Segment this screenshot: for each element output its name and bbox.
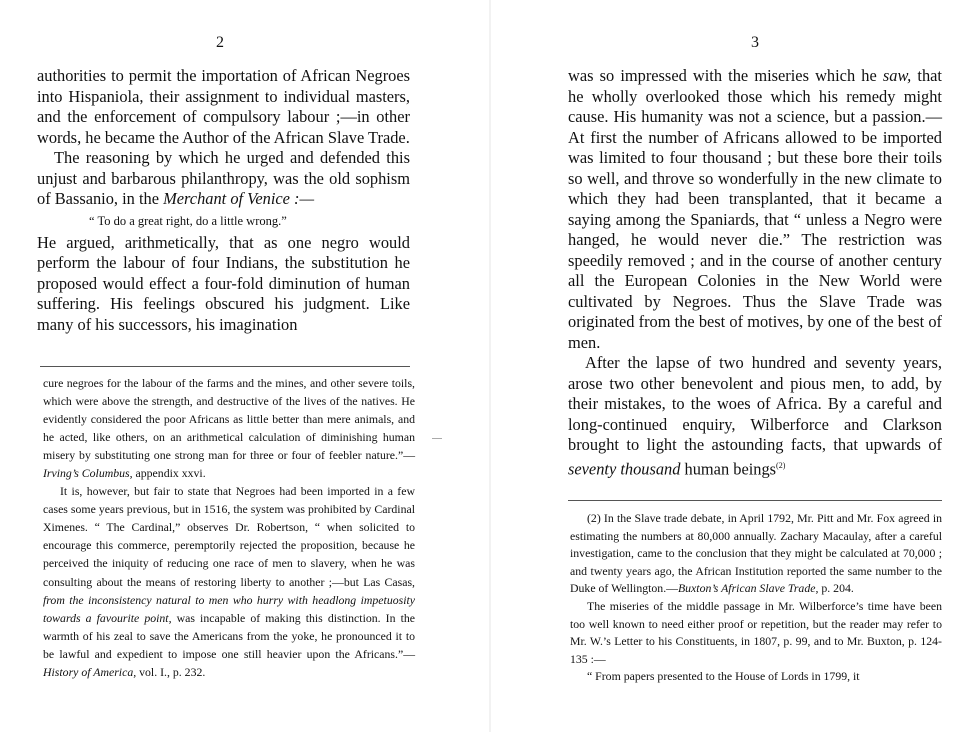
block-quote: “ To do a great right, do a little wrong.” <box>89 213 287 228</box>
footnote-source-tail: p. 204. <box>818 581 854 596</box>
footnote-source-tail: appendix xxvi. <box>132 466 206 481</box>
paragraph <box>37 148 410 210</box>
footnote-text: cure negroes for the labour of the farms and the mines, and other severe toils, which were above the strength, and destructive of the lives of the natives. He evidently considered the poor Africans as little better than mere animals, and he acted, like others, on an arithmetical calculation of diminishing human misery by substituting one strong man for three or four of feebler nature.”— <box>43 376 415 463</box>
footnote <box>570 510 942 598</box>
right-page <box>490 0 980 732</box>
footnote-rule <box>40 366 410 367</box>
main-text <box>37 66 410 335</box>
footnotes <box>43 374 415 681</box>
paragraph: He argued, arithmetically, that as one negro would perform the labour of four Indians, the substitution he proposed would effect a four-fold diminution of human suffering. His feelings obscured his judgment. Like many of his successors, his imagination <box>37 232 410 334</box>
paragraph-text: human beings <box>680 458 777 478</box>
margin-mark <box>432 438 442 439</box>
footnote-source: Buxton’s African Slave Trade, <box>677 581 819 596</box>
paragraph-text: The reasoning by which he urged and defended this unjust and barbarous philanthropy, was the old sophism of Bassanio, in the <box>37 148 410 208</box>
footnote: The miseries of the middle passage in Mr. Wilberforce’s time have been too well known to need either proof or repetition, but the reader may refer to Mr. W.’s Letter to his Constituents, in 1807, p. 99, and to Mr. Buxton, p. 124-135 :— <box>570 598 942 666</box>
paragraph-text: that he wholly overlooked those which his remedy might cause. His humanity was not a science, but a passion.—At first the number of Africans allowed to be imported was limited to four thousand ; but these bore their toils so well, and throve so wonderfully in the new climate to which they had been transplanted, that it became a saying among the Spaniards, that “ unless a Negro were hanged, he would never die.” The restriction was speedily removed ; and in the course of another century all the European Colonies in the New World were cultivated by Negroes. Thus the Slave Trade was originated from the best of motives, by one of the best of men. <box>568 66 942 352</box>
footnote-italic: from the inconsistency natural to men who hurry with headlong impetuosity towards a favourite point, <box>43 592 415 625</box>
footnote-marker: (2) <box>776 460 786 470</box>
footnote-text: (2) In the Slave trade debate, in April 1792, Mr. Pitt and Mr. Fox agreed in estimating the numbers at 80,000 annually. Zachary Macaulay, after a careful investigation, came to the conclusion that they might be calculated at 70,000 ; and twenty years ago, the African Institution reported the same number to the Duke of Wellington.— <box>570 511 942 596</box>
page-number: 2 <box>216 34 224 51</box>
paragraph <box>568 66 942 353</box>
main-text <box>568 66 942 479</box>
italic-phrase: seventy thousand <box>568 458 681 478</box>
footnote-rule <box>568 500 942 501</box>
footnote-source: History of America, <box>43 664 137 679</box>
page-number: 3 <box>751 34 759 51</box>
footnote <box>43 482 415 681</box>
footnote: “ From papers presented to the House of Lords in 1799, it <box>587 669 860 684</box>
italic-title: Merchant of Venice :— <box>163 189 315 208</box>
paragraph: authorities to permit the importation of African Negroes into Hispaniola, their assignment to individual masters, and the enforcement of compulsory labour ;—in other words, he became the Author of the African Slave Trade. <box>37 66 410 147</box>
footnote-text: It is, however, but fair to state that Negroes had been imported in a few cases some years previous, but in 1516, the system was prohibited by Cardinal Ximenes. “ The Cardinal,” observes Dr. Robertson, “ when solicited to encourage this commerce, peremptorily rejected the proposition, because he perceived the iniquity of reducing one race of men to slavery, when he was consulting about the means of restoring liberty to another ;—but Las Casas, <box>43 484 415 589</box>
footnote-source: Irving’s Columbus, <box>43 466 133 481</box>
paragraph-text: After the lapse of two hundred and seventy years, arose two other benevolent and pious men, to add, by their mistakes, to the woes of Africa. By a careful and long-continued enquiry, Wilberforce and Clarkson brought to light the astounding facts, that upwards of <box>568 353 942 454</box>
footnote <box>43 374 415 482</box>
footnote-text-tail: was incapable of making this distinction. In the warmth of his zeal to save the Americans from the yoke, he pronounced it to be lawful and expedient to impose one still heavier upon the Africans.”— <box>43 610 415 661</box>
footnote-source-tail: vol. I., p. 232. <box>136 664 206 679</box>
italic-word: saw, <box>882 66 912 85</box>
paragraph <box>568 353 942 479</box>
footnotes <box>570 510 942 686</box>
paragraph-text: was so impressed with the miseries which he <box>568 66 883 85</box>
